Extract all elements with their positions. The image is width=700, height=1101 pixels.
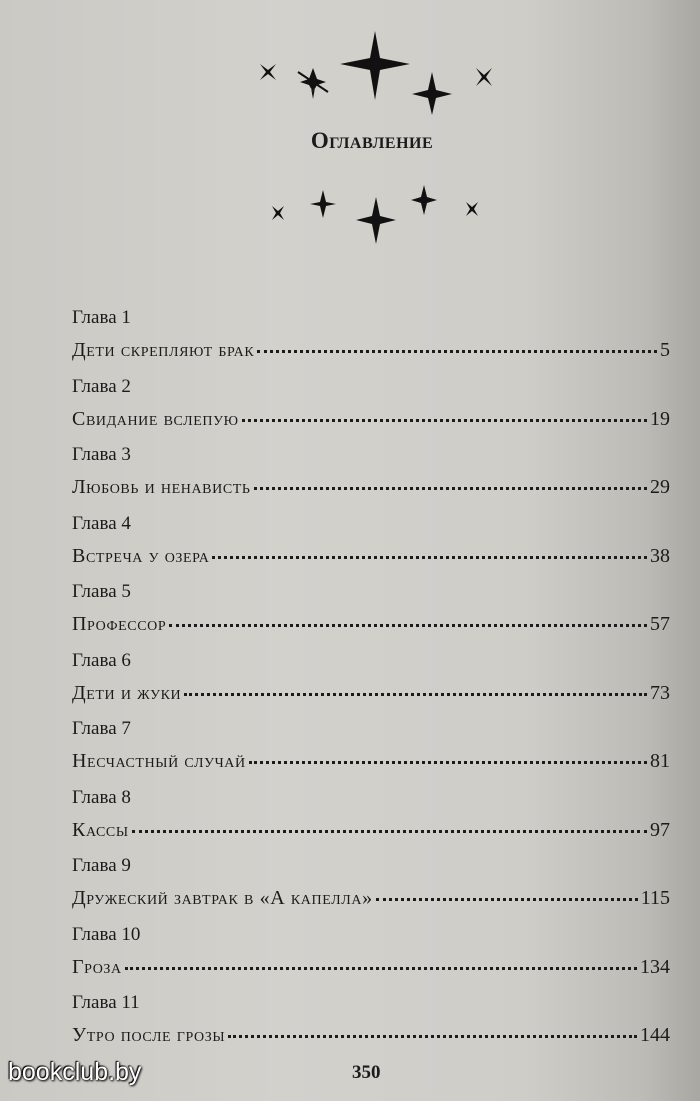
chapter-page-number: 5 xyxy=(660,339,670,361)
star-icon xyxy=(466,202,478,216)
chapter-page-number: 115 xyxy=(640,887,670,909)
dot-leader xyxy=(228,1031,637,1038)
toc-entry[interactable] xyxy=(72,717,670,786)
chapter-page-number: 38 xyxy=(650,544,670,567)
toc-entry[interactable] xyxy=(72,580,670,649)
toc-entry[interactable] xyxy=(72,991,670,1060)
chapter-page-number: 144 xyxy=(640,1024,670,1046)
chapter-title: Кассы xyxy=(72,818,129,841)
chapter-label: Глава 4 xyxy=(72,512,131,534)
dot-leader xyxy=(257,346,657,353)
chapter-page-number: 57 xyxy=(650,613,670,635)
toc-entry[interactable] xyxy=(72,443,670,512)
chapter-label: Глава 5 xyxy=(72,581,131,602)
chapter-page-number: 81 xyxy=(650,750,670,772)
chapter-title: Встреча у озера xyxy=(72,544,210,567)
chapter-title: Любовь и ненависть xyxy=(72,476,251,498)
dot-leader xyxy=(249,757,647,764)
chapter-title: Несчастный случай xyxy=(72,750,246,772)
dot-leader xyxy=(169,620,647,627)
chapter-label: Глава 11 xyxy=(72,992,140,1013)
chapter-page-number: 134 xyxy=(640,955,670,978)
chapter-title: Профессор xyxy=(72,613,167,635)
star-icon xyxy=(300,68,326,99)
chapter-page-number: 29 xyxy=(650,476,670,498)
dot-leader xyxy=(242,415,647,422)
star-icon xyxy=(411,185,437,215)
bottom-star-ornament xyxy=(0,180,700,250)
star-icon xyxy=(272,206,284,220)
toc-entry[interactable] xyxy=(72,649,670,718)
page-title: Оглавление xyxy=(310,128,434,153)
toc-entry[interactable] xyxy=(72,923,670,992)
chapter-label: Глава 9 xyxy=(72,855,131,876)
chapter-label: Глава 2 xyxy=(72,375,131,397)
chapter-title: Дети и жуки xyxy=(72,681,182,704)
toc-entry[interactable] xyxy=(72,854,670,923)
chapter-title: Гроза xyxy=(72,955,122,978)
dot-leader xyxy=(376,894,638,901)
chapter-title: Свидание вслепую xyxy=(72,407,239,430)
star-icon xyxy=(356,197,396,244)
star-icon xyxy=(260,64,276,80)
chapter-label: Глава 8 xyxy=(72,786,131,808)
chapter-page-number: 73 xyxy=(650,681,670,704)
star-icon xyxy=(340,31,410,100)
chapter-label: Глава 10 xyxy=(72,923,141,945)
dot-leader xyxy=(212,552,647,559)
star-icon xyxy=(476,68,492,86)
chapter-title: Дети скрепляют брак xyxy=(72,339,255,361)
table-of-contents xyxy=(72,306,670,1060)
toc-entry[interactable] xyxy=(72,786,670,855)
dot-leader xyxy=(125,963,637,970)
dot-leader xyxy=(132,826,647,833)
chapter-label: Глава 7 xyxy=(72,718,131,739)
chapter-title: Утро после грозы xyxy=(72,1024,226,1046)
toc-entry[interactable] xyxy=(72,306,670,375)
star-icon xyxy=(412,72,452,115)
chapter-label: Глава 6 xyxy=(72,649,131,671)
toc-entry[interactable] xyxy=(72,512,670,581)
top-star-ornament xyxy=(0,0,700,120)
page-number: 350 xyxy=(352,1062,381,1083)
chapter-label: Глава 3 xyxy=(72,444,131,465)
star-icon xyxy=(310,190,336,218)
watermark: bookclub.by xyxy=(8,1058,142,1086)
dot-leader xyxy=(254,483,647,490)
chapter-label: Глава 1 xyxy=(72,307,131,328)
chapter-title: Дружеский завтрак в «А капелла» xyxy=(72,887,373,909)
chapter-page-number: 97 xyxy=(650,818,670,841)
chapter-page-number: 19 xyxy=(650,407,670,430)
dot-leader xyxy=(184,689,647,696)
toc-entry[interactable] xyxy=(72,375,670,444)
